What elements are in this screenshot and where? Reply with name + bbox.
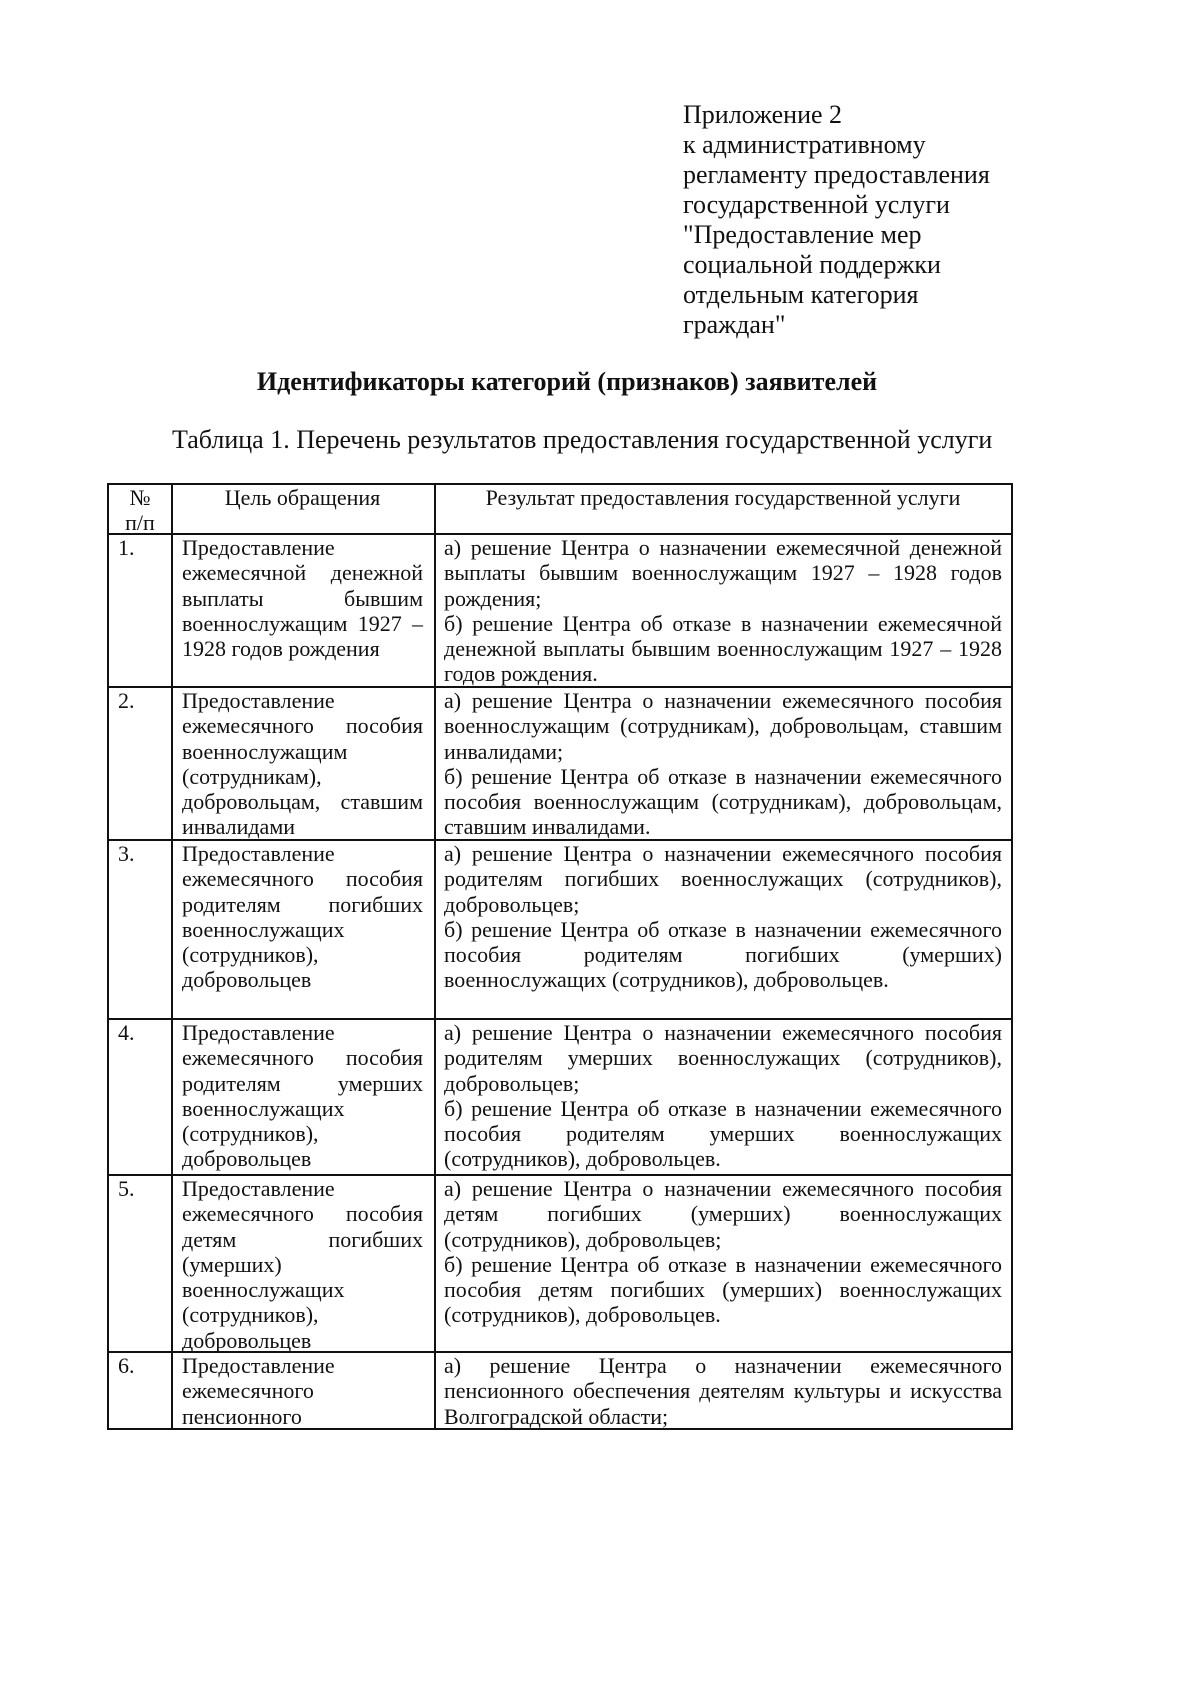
result-paragraph bbox=[444, 1020, 1002, 1096]
row-number-cell bbox=[109, 1020, 173, 1174]
goal-text-line: ежемесячной денежной bbox=[182, 560, 423, 586]
goal-text-line: военнослужащих bbox=[182, 1095, 345, 1121]
goal-cell bbox=[173, 535, 436, 686]
goal-text-line: 1928 годов рождения bbox=[182, 636, 380, 662]
goal-text-line: добровольцев bbox=[182, 1327, 312, 1353]
result-cell bbox=[436, 1176, 1013, 1351]
goal-text-line: (умерших) bbox=[182, 1251, 282, 1277]
appendix-line: государственной услуги bbox=[683, 190, 950, 219]
row-number: 1. bbox=[118, 535, 135, 560]
goal-cell bbox=[173, 841, 436, 1018]
row-number: 3. bbox=[118, 841, 135, 866]
result-text-line: Волгоградской области; bbox=[444, 1403, 669, 1429]
result-text-line: военнослужащих (сотрудников), добровольцев. bbox=[444, 967, 889, 993]
result-cell bbox=[436, 841, 1013, 1018]
result-cell bbox=[436, 1353, 1013, 1428]
row-number-cell bbox=[109, 841, 173, 1018]
result-text-line: пособия детям погибших (умерших) военнослужащих bbox=[444, 1277, 1002, 1303]
appendix-line: Приложение 2 bbox=[683, 100, 843, 129]
result-cell bbox=[436, 688, 1013, 839]
result-text-line: б) решение Центра об отказе в назначении ежемесячного bbox=[444, 763, 1002, 789]
goal-text-line: военнослужащим 1927 – bbox=[182, 610, 423, 636]
result-text-line: пособия родителям умерших военнослужащих bbox=[444, 1121, 1002, 1147]
result-text-line: пособия родителям погибших (умерших) bbox=[444, 942, 1002, 968]
result-text-line: выплаты бывшим военнослужащим 1927 – 1928 годов bbox=[444, 560, 1002, 586]
row-number: 2. bbox=[118, 688, 135, 713]
goal-cell bbox=[173, 688, 436, 839]
appendix-line: к административному bbox=[683, 130, 926, 159]
result-paragraph bbox=[444, 611, 1002, 687]
table-row bbox=[109, 1020, 1013, 1176]
header-number-line: п/п bbox=[125, 510, 155, 536]
goal-text-line: добровольцам, ставшим bbox=[182, 789, 423, 815]
result-paragraph bbox=[444, 917, 1002, 993]
result-text-line: ставшим инвалидами. bbox=[444, 814, 651, 840]
goal-text-line: Предоставление bbox=[182, 841, 335, 866]
appendix-note bbox=[683, 100, 990, 340]
result-text-line: родителям погибших военнослужащих (сотрудников), bbox=[444, 866, 1002, 892]
goal-text-line: добровольцев bbox=[182, 1146, 312, 1172]
result-text-line: а) решение Центра о назначении ежемесячного пособия bbox=[444, 1176, 1002, 1201]
goal-text-line: детям погибших bbox=[182, 1226, 423, 1252]
results-table bbox=[107, 483, 1013, 1430]
table-body bbox=[109, 535, 1013, 1430]
goal-text-line: добровольцев bbox=[182, 967, 312, 993]
goal-text-line: военнослужащих bbox=[182, 1277, 345, 1303]
result-text-line: а) решение Центра о назначении ежемесячного пособия bbox=[444, 1020, 1002, 1045]
header-goal: Цель обращения bbox=[173, 485, 436, 533]
goal-text-line: родителям погибших bbox=[182, 891, 423, 917]
table-caption: Таблица 1. Перечень результатов предоставления государственной услуги bbox=[172, 425, 993, 454]
goal-cell bbox=[173, 1353, 436, 1428]
table-row bbox=[109, 535, 1013, 688]
goal-text-line: (сотрудников), bbox=[182, 1121, 319, 1147]
header-result: Результат предоставления государственной услуги bbox=[436, 485, 1013, 533]
result-text-line: годов рождения. bbox=[444, 661, 598, 687]
goal-text-line: выплаты бывшим bbox=[182, 585, 423, 611]
goal-text-line: Предоставление bbox=[182, 688, 335, 713]
goal-text-line: инвалидами bbox=[182, 814, 296, 840]
result-paragraph bbox=[444, 535, 1002, 611]
appendix-line: "Предоставление мер bbox=[683, 220, 922, 249]
result-text-line: родителям умерших военнослужащих (сотрудников), bbox=[444, 1045, 1002, 1071]
goal-text-line: родителям умерших bbox=[182, 1070, 423, 1096]
result-text-line: военнослужащим (сотрудникам), добровольцам, ставшим bbox=[444, 713, 1002, 739]
result-text-line: добровольцев; bbox=[444, 1070, 580, 1096]
row-number: 6. bbox=[118, 1353, 135, 1378]
header-number-line: № bbox=[129, 485, 151, 510]
result-paragraph bbox=[444, 1176, 1002, 1252]
result-cell bbox=[436, 535, 1013, 686]
result-text-line: а) решение Центра о назначении ежемесячной денежной bbox=[444, 535, 1002, 560]
result-text-line: б) решение Центра об отказе в назначении ежемесячной bbox=[444, 610, 1002, 636]
result-text-line: пособия военнослужащим (сотрудникам), добровольцам, bbox=[444, 789, 1002, 815]
goal-text-line: ежемесячного пособия bbox=[182, 866, 423, 892]
goal-text-line: ежемесячного пособия bbox=[182, 1201, 423, 1227]
appendix-line: отдельным категория bbox=[683, 280, 919, 309]
row-number: 5. bbox=[118, 1176, 135, 1201]
document-title: Идентификаторы категорий (признаков) заявителей bbox=[256, 367, 878, 396]
result-paragraph bbox=[444, 764, 1002, 840]
goal-cell bbox=[173, 1176, 436, 1351]
result-text-line: б) решение Центра об отказе в назначении ежемесячного bbox=[444, 1095, 1002, 1121]
result-text-line: денежной выплаты бывшим военнослужащим 1927 – 1928 bbox=[444, 636, 1002, 662]
table-row bbox=[109, 688, 1013, 841]
appendix-line: регламенту предоставления bbox=[683, 160, 990, 189]
row-number-cell bbox=[109, 1176, 173, 1351]
result-text-line: б) решение Центра об отказе в назначении ежемесячного bbox=[444, 1251, 1002, 1277]
result-text-line: (сотрудников), добровольцев. bbox=[444, 1146, 721, 1172]
table-row bbox=[109, 1353, 1013, 1430]
result-text-line: добровольцев; bbox=[444, 891, 580, 917]
goal-text-line: (сотрудников), bbox=[182, 1302, 319, 1328]
appendix-line: граждан" bbox=[683, 310, 786, 339]
goal-text-line: военнослужащим bbox=[182, 738, 348, 764]
result-paragraph bbox=[444, 1252, 1002, 1328]
row-number: 4. bbox=[118, 1020, 135, 1045]
result-paragraph bbox=[444, 688, 1002, 764]
goal-text-line: Предоставление bbox=[182, 1020, 335, 1045]
row-number-cell bbox=[109, 535, 173, 686]
result-text-line: детям погибших (умерших) военнослужащих bbox=[444, 1201, 1002, 1227]
goal-text-line: ежемесячного пособия bbox=[182, 713, 423, 739]
appendix-line: социальной поддержки bbox=[683, 250, 941, 279]
table-row bbox=[109, 1176, 1013, 1353]
goal-text-line: ежемесячного пособия bbox=[182, 1045, 423, 1071]
header-number bbox=[109, 485, 173, 536]
result-text-line: (сотрудников), добровольцев. bbox=[444, 1302, 721, 1328]
result-text-line: пенсионного обеспечения деятелям культуры и искусства bbox=[444, 1378, 1002, 1404]
goal-text-line: (сотрудников), bbox=[182, 942, 319, 968]
row-number-cell bbox=[109, 1353, 173, 1428]
result-paragraph bbox=[444, 841, 1002, 917]
goal-text-line: военнослужащих bbox=[182, 916, 345, 942]
goal-text-line: Предоставление bbox=[182, 535, 335, 560]
result-paragraph bbox=[444, 1096, 1002, 1172]
table-header-row bbox=[109, 485, 1013, 535]
result-text-line: инвалидами; bbox=[444, 738, 564, 764]
goal-text-line: (сотрудникам), bbox=[182, 763, 322, 789]
goal-text-line: пенсионного bbox=[182, 1403, 302, 1429]
result-cell bbox=[436, 1020, 1013, 1174]
row-number-cell bbox=[109, 688, 173, 839]
table-row bbox=[109, 841, 1013, 1020]
result-paragraph bbox=[444, 1353, 1002, 1429]
goal-text-line: ежемесячного bbox=[182, 1378, 314, 1404]
result-text-line: (сотрудников), добровольцев; bbox=[444, 1226, 722, 1252]
result-text-line: а) решение Центра о назначении ежемесячного пособия bbox=[444, 688, 1002, 713]
result-text-line: а) решение Центра о назначении ежемесячного bbox=[444, 1353, 1002, 1378]
result-text-line: б) решение Центра об отказе в назначении ежемесячного bbox=[444, 916, 1002, 942]
goal-cell bbox=[173, 1020, 436, 1174]
goal-text-line: Предоставление bbox=[182, 1176, 335, 1201]
result-text-line: рождения; bbox=[444, 585, 542, 611]
result-text-line: а) решение Центра о назначении ежемесячного пособия bbox=[444, 841, 1002, 866]
goal-text-line: Предоставление bbox=[182, 1353, 335, 1378]
